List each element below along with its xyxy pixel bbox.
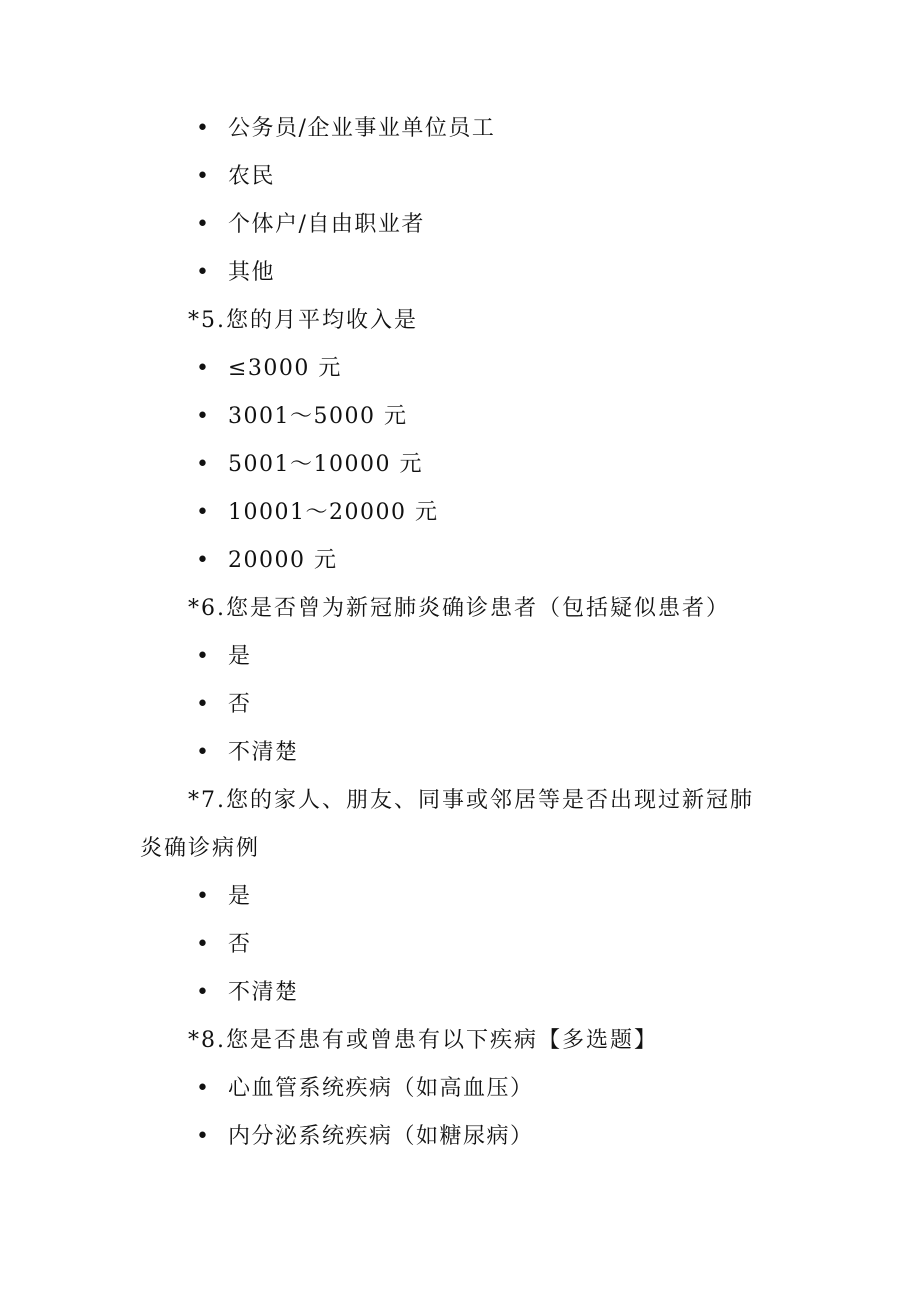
option-item xyxy=(196,114,920,144)
option-text: ≤3000 元 xyxy=(228,356,342,381)
question-5 xyxy=(188,306,920,336)
option-item xyxy=(196,690,920,720)
question-8 xyxy=(188,1026,920,1056)
question-text: *5.您的月平均收入是 xyxy=(188,308,418,333)
option-item xyxy=(196,546,920,576)
option-text: 心血管系统疾病（如高血压） xyxy=(228,1076,534,1101)
option-text: 其他 xyxy=(228,260,276,285)
bullet: • xyxy=(196,404,209,429)
bullet: • xyxy=(196,356,209,381)
bullet: • xyxy=(196,740,209,765)
question-7 xyxy=(188,786,920,816)
option-item xyxy=(196,642,920,672)
question-text: 炎确诊病例 xyxy=(140,836,261,861)
option-text: 10001～20000 元 xyxy=(228,500,439,525)
option-item xyxy=(196,210,920,240)
option-text: 农民 xyxy=(228,164,276,189)
option-text: 否 xyxy=(228,932,252,957)
option-item xyxy=(196,978,920,1008)
bullet: • xyxy=(196,548,209,573)
option-item xyxy=(196,450,920,480)
bullet: • xyxy=(196,452,209,477)
option-item xyxy=(196,1074,920,1104)
option-text: 3001～5000 元 xyxy=(228,404,408,429)
option-text: 是 xyxy=(228,644,252,669)
question-text: *7.您的家人、朋友、同事或邻居等是否出现过新冠肺 xyxy=(188,788,754,813)
bullet: • xyxy=(196,932,209,957)
option-text: 否 xyxy=(228,692,252,717)
option-item xyxy=(196,738,920,768)
option-item xyxy=(196,258,920,288)
option-text: 5001～10000 元 xyxy=(228,452,423,477)
option-item xyxy=(196,930,920,960)
option-item xyxy=(196,1122,920,1152)
option-text: 个体户/自由职业者 xyxy=(228,212,425,237)
bullet: • xyxy=(196,164,209,189)
option-text: 公务员/企业事业单位员工 xyxy=(228,116,496,141)
question-6 xyxy=(188,594,920,624)
option-text: 不清楚 xyxy=(228,980,299,1005)
option-text: 20000 元 xyxy=(228,548,338,573)
bullet: • xyxy=(196,1124,209,1149)
question-text: *8.您是否患有或曾患有以下疾病【多选题】 xyxy=(188,1028,658,1053)
option-item xyxy=(196,882,920,912)
question-7-continuation xyxy=(140,834,920,864)
bullet: • xyxy=(196,260,209,285)
bullet: • xyxy=(196,644,209,669)
option-item xyxy=(196,354,920,384)
option-item xyxy=(196,498,920,528)
question-text: *6.您是否曾为新冠肺炎确诊患者（包括疑似患者） xyxy=(188,596,730,621)
option-item xyxy=(196,162,920,192)
bullet: • xyxy=(196,1076,209,1101)
option-text: 是 xyxy=(228,884,252,909)
option-item xyxy=(196,402,920,432)
bullet: • xyxy=(196,884,209,909)
option-text: 不清楚 xyxy=(228,740,299,765)
option-text: 内分泌系统疾病（如糖尿病） xyxy=(228,1124,534,1149)
bullet: • xyxy=(196,500,209,525)
bullet: • xyxy=(196,692,209,717)
bullet: • xyxy=(196,212,209,237)
bullet: • xyxy=(196,116,209,141)
bullet: • xyxy=(196,980,209,1005)
